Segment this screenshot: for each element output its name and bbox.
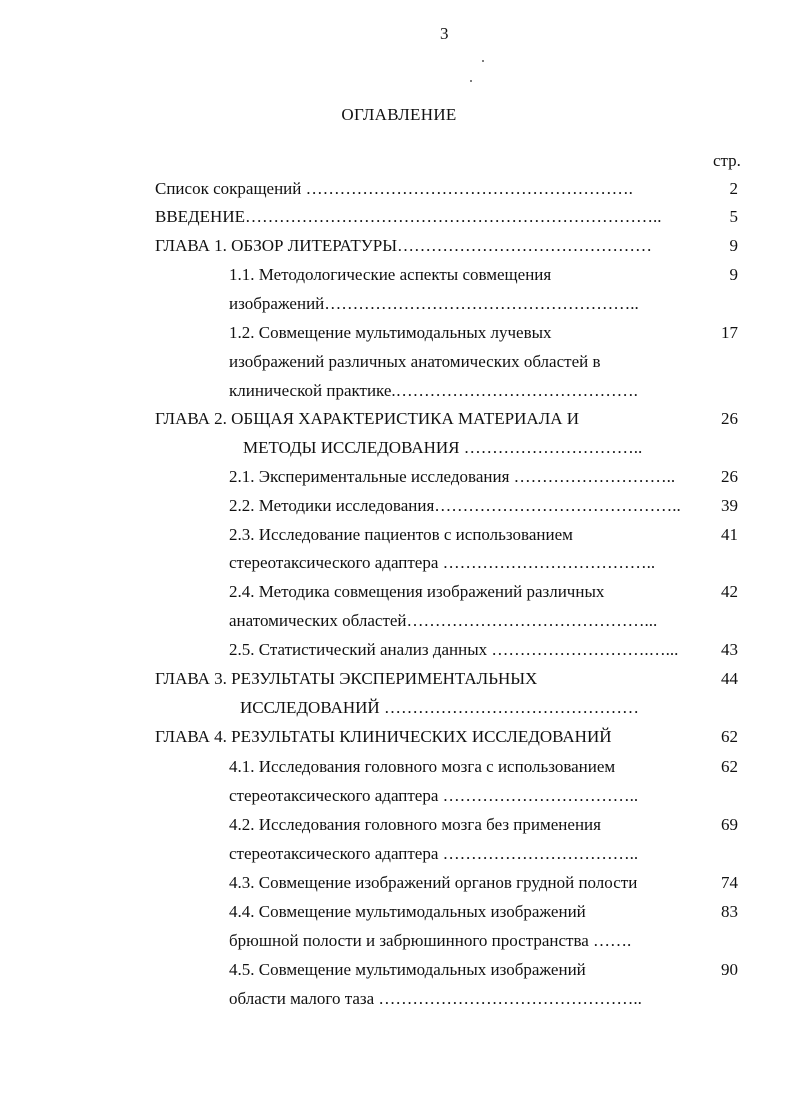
toc-entry-page: 41: [721, 525, 738, 544]
toc-entry-page: 42: [721, 582, 738, 601]
toc-entry-text: 4.3. Совмещение изображений органов грудной полости: [229, 873, 638, 892]
toc-entry-text: клинической практике.…………………………………….: [229, 381, 638, 400]
toc-entry-text: МЕТОДЫ ИССЛЕДОВАНИЯ …………………………..: [243, 438, 643, 457]
toc-entry-text: ГЛАВА 3. РЕЗУЛЬТАТЫ ЭКСПЕРИМЕНТАЛЬНЫХ: [155, 669, 538, 688]
toc-entry-text: 2.2. Методики исследования……………………………………..: [229, 496, 681, 515]
toc-entry-text: 4.2. Исследования головного мозга без применения: [229, 815, 601, 834]
toc-entry-text: ГЛАВА 4. РЕЗУЛЬТАТЫ КЛИНИЧЕСКИХ ИССЛЕДОВАНИЙ: [155, 727, 612, 746]
page-column-header: стр.: [713, 151, 741, 170]
toc-entry-text: стереотаксического адаптера ………………………………..: [229, 553, 656, 572]
toc-entry-page: 9: [729, 265, 738, 284]
toc-title: ОГЛАВЛЕНИЕ: [341, 105, 457, 124]
toc-entry-page: 9: [729, 236, 738, 255]
toc-entry-text: 1.1. Методологические аспекты совмещения: [229, 265, 552, 284]
toc-entry-text: Список сокращений ………………………………………………….: [155, 179, 633, 198]
toc-entry-page: 44: [721, 669, 738, 688]
toc-entry-page: 90: [721, 960, 738, 979]
toc-entry-text: стереотаксического адаптера ……………………………..: [229, 786, 639, 805]
toc-entry-page: 62: [721, 757, 738, 776]
toc-entry-text: стереотаксического адаптера ……………………………..: [229, 844, 639, 863]
page-number: 3: [440, 24, 449, 43]
toc-entry-page: 74: [721, 873, 738, 892]
toc-entry-text: изображений различных анатомических областей в: [229, 352, 601, 371]
toc-entry-page: 26: [721, 467, 738, 486]
toc-entry-page: 17: [721, 323, 738, 342]
toc-entry-text: 2.3. Исследование пациентов с использованием: [229, 525, 573, 544]
toc-entry-page: 2: [729, 179, 738, 198]
toc-entry-text: ГЛАВА 1. ОБЗОР ЛИТЕРАТУРЫ………………………………………: [155, 236, 653, 255]
toc-entry-text: ВВЕДЕНИЕ………………………………………………………………..: [155, 207, 662, 226]
scan-speck: [482, 60, 484, 62]
toc-entry-text: брюшной полости и забрюшинного пространства …….: [229, 931, 632, 950]
toc-entry-text: анатомических областей……………………………………...: [229, 611, 658, 630]
toc-entry-text: 2.1. Экспериментальные исследования ………………………..: [229, 467, 676, 486]
scan-speck: [470, 80, 472, 82]
toc-entry-text: ИССЛЕДОВАНИЙ ………………………………………: [240, 698, 639, 717]
toc-entry-page: 62: [721, 727, 738, 746]
toc-entry-text: 4.4. Совмещение мультимодальных изображений: [229, 902, 586, 921]
toc-entry-text: 2.4. Методика совмещения изображений различных: [229, 582, 605, 601]
toc-entry-text: 4.1. Исследования головного мозга с использованием: [229, 757, 616, 776]
toc-entry-text: 1.2. Совмещение мультимодальных лучевых: [229, 323, 552, 342]
toc-entry-page: 69: [721, 815, 738, 834]
toc-entry-text: 4.5. Совмещение мультимодальных изображений: [229, 960, 586, 979]
toc-entry-text: изображений………………………………………………..: [229, 294, 639, 313]
toc-entry-page: 43: [721, 640, 738, 659]
toc-entry-text: 2.5. Статистический анализ данных ……………………….…...: [229, 640, 679, 659]
toc-entry-text: области малого таза ………………………………………..: [229, 989, 642, 1008]
toc-entry-page: 83: [721, 902, 738, 921]
toc-entry-page: 5: [729, 207, 738, 226]
toc-entry-text: ГЛАВА 2. ОБЩАЯ ХАРАКТЕРИСТИКА МАТЕРИАЛА И: [155, 409, 580, 428]
toc-entry-page: 39: [721, 496, 738, 515]
toc-entry-page: 26: [721, 409, 738, 428]
